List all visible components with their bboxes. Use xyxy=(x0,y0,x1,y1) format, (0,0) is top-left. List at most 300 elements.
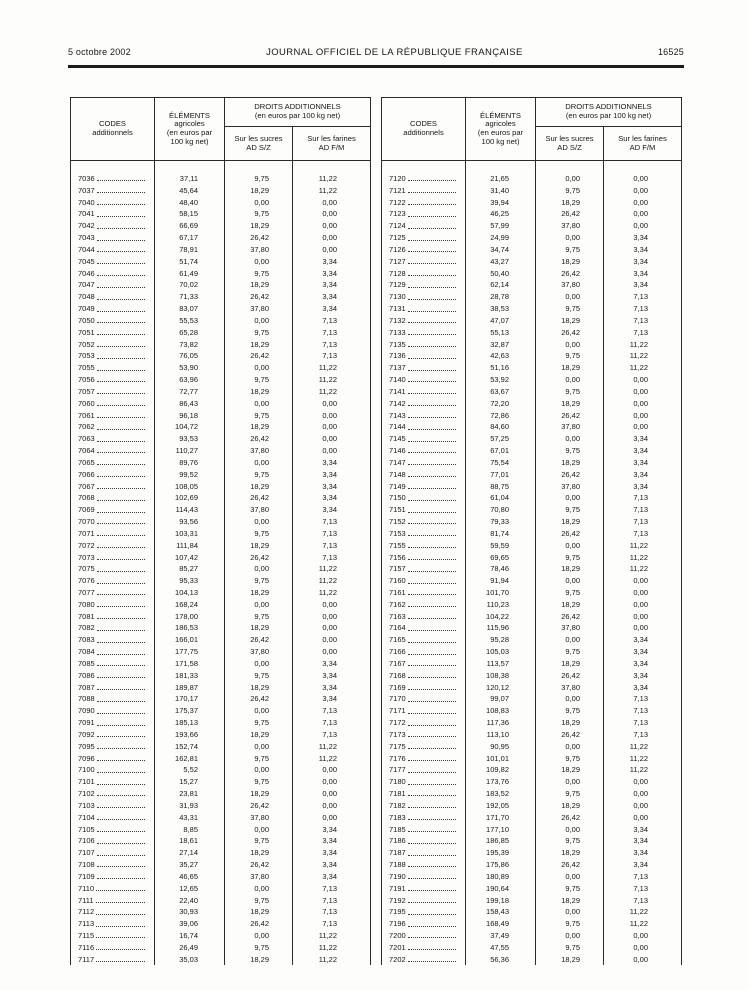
code-cell xyxy=(382,693,466,705)
table-row xyxy=(71,421,370,433)
dotted-leader xyxy=(408,594,456,595)
ad-fm-cell: 0,00 xyxy=(322,800,337,810)
ad-fm-cell: 0,00 xyxy=(322,244,337,254)
code-cell xyxy=(382,457,466,469)
table-row xyxy=(382,492,681,504)
ad-fm-cell: 0,00 xyxy=(633,931,648,940)
code-cell xyxy=(382,445,466,457)
sucres-header-line1: Sur les sucres xyxy=(234,133,283,143)
ad-fm-cell: 3,34 xyxy=(633,434,648,444)
code-value: 7196 xyxy=(389,919,406,929)
code-cell xyxy=(382,670,466,682)
element-agricole-cell: 70,02 xyxy=(155,279,225,291)
table-row xyxy=(382,764,681,776)
dotted-leader xyxy=(408,784,456,785)
ad-sz-cell: 0,00 xyxy=(225,563,293,575)
dotted-leader xyxy=(408,878,456,879)
code-cell xyxy=(382,776,466,788)
droits-column-group-header xyxy=(536,98,681,160)
code-value: 7176 xyxy=(389,753,406,763)
ad-fm-cell: 0,00 xyxy=(322,647,337,657)
element-agricole-cell: 78,46 xyxy=(466,563,536,575)
code-value: 7081 xyxy=(78,611,95,621)
elements-column-header xyxy=(466,98,536,160)
dotted-leader xyxy=(97,512,145,513)
table-row xyxy=(71,918,370,930)
ad-fm-cell: 7,13 xyxy=(633,292,648,302)
elements-header-line2: agricoles xyxy=(174,119,205,129)
table-body xyxy=(382,161,681,965)
code-cell xyxy=(71,859,155,871)
ad-sz-cell: 0,00 xyxy=(536,173,604,185)
code-value: 7187 xyxy=(389,848,406,858)
code-cell xyxy=(382,232,466,244)
table-row xyxy=(71,268,370,280)
table-row xyxy=(382,693,681,705)
ad-fm-cell: 0,00 xyxy=(633,174,648,183)
dotted-leader xyxy=(408,358,456,359)
table-row xyxy=(71,339,370,351)
table-row xyxy=(71,220,370,232)
ad-sz-cell: 26,42 xyxy=(225,634,293,646)
code-value: 7124 xyxy=(389,221,406,231)
ad-fm-cell: 0,00 xyxy=(633,599,648,609)
element-agricole-cell: 23,81 xyxy=(155,788,225,800)
farines-header-line2: AD F/M xyxy=(318,142,345,152)
ad-sz-cell: 18,29 xyxy=(225,906,293,918)
table-row xyxy=(71,847,370,859)
table-row xyxy=(71,611,370,623)
code-value: 7110 xyxy=(78,883,95,893)
dotted-leader xyxy=(408,417,456,418)
element-agricole-cell: 88,75 xyxy=(466,481,536,493)
code-cell xyxy=(382,930,466,942)
code-value: 7136 xyxy=(389,351,406,361)
code-value: 7104 xyxy=(78,812,95,822)
ad-fm-cell: 11,22 xyxy=(629,753,648,763)
element-agricole-cell: 158,43 xyxy=(466,906,536,918)
table-row xyxy=(71,883,370,895)
dotted-leader xyxy=(97,322,145,323)
ad-sz-cell: 9,75 xyxy=(225,374,293,386)
ad-fm-cell: 3,34 xyxy=(322,694,337,704)
ad-fm-cell: 11,22 xyxy=(629,351,648,361)
table-row xyxy=(71,362,370,374)
code-cell xyxy=(382,552,466,564)
code-cell xyxy=(382,362,466,374)
dotted-leader xyxy=(408,240,456,241)
table-row xyxy=(382,362,681,374)
code-cell xyxy=(71,374,155,386)
element-agricole-cell: 120,12 xyxy=(466,682,536,694)
table-row xyxy=(382,622,681,634)
dotted-leader xyxy=(408,346,456,347)
element-agricole-cell: 89,76 xyxy=(155,457,225,469)
element-agricole-cell: 104,22 xyxy=(466,611,536,623)
table-row xyxy=(382,918,681,930)
dotted-leader xyxy=(408,488,456,489)
dotted-leader xyxy=(408,819,456,820)
dotted-leader xyxy=(97,843,145,844)
code-cell xyxy=(71,173,155,185)
ad-sz-cell: 37,80 xyxy=(536,421,604,433)
code-cell xyxy=(382,339,466,351)
ad-fm-cell: 7,13 xyxy=(322,907,337,917)
code-value: 7068 xyxy=(78,493,95,503)
code-cell xyxy=(71,481,155,493)
code-cell xyxy=(71,244,155,256)
code-value: 7192 xyxy=(389,895,406,905)
dotted-leader xyxy=(97,878,145,879)
ad-sz-cell: 37,80 xyxy=(225,504,293,516)
ad-sz-cell: 9,75 xyxy=(536,883,604,895)
dotted-leader xyxy=(97,452,145,453)
ad-sz-cell: 26,42 xyxy=(536,528,604,540)
code-cell xyxy=(71,942,155,954)
dotted-leader xyxy=(408,725,456,726)
code-cell xyxy=(71,398,155,410)
code-cell xyxy=(71,764,155,776)
ad-fm-cell: 3,34 xyxy=(322,268,337,278)
table-row xyxy=(71,315,370,327)
element-agricole-cell: 95,33 xyxy=(155,575,225,587)
ad-fm-cell: 7,13 xyxy=(322,339,337,349)
element-agricole-cell: 189,87 xyxy=(155,682,225,694)
ad-fm-cell: 0,00 xyxy=(322,812,337,822)
element-agricole-cell: 105,03 xyxy=(466,646,536,658)
dotted-leader xyxy=(97,346,145,347)
dotted-leader xyxy=(408,216,456,217)
code-value: 7125 xyxy=(389,233,406,243)
element-agricole-cell: 55,53 xyxy=(155,315,225,327)
ad-fm-cell: 0,00 xyxy=(633,398,648,408)
table-row xyxy=(382,268,681,280)
dotted-leader xyxy=(96,926,145,927)
table-row xyxy=(382,954,681,966)
ad-sz-cell: 18,29 xyxy=(536,315,604,327)
dotted-leader xyxy=(408,914,456,915)
code-value: 7060 xyxy=(78,398,95,408)
code-cell xyxy=(71,457,155,469)
ad-fm-cell: 3,34 xyxy=(322,871,337,881)
code-value: 7188 xyxy=(389,860,406,870)
code-cell xyxy=(382,469,466,481)
code-value: 7130 xyxy=(389,292,406,302)
code-cell xyxy=(382,244,466,256)
code-cell xyxy=(382,847,466,859)
code-value: 7086 xyxy=(78,670,95,680)
ad-fm-cell: 3,34 xyxy=(322,860,337,870)
table-row xyxy=(71,622,370,634)
element-agricole-cell: 193,66 xyxy=(155,729,225,741)
header-rule xyxy=(68,65,684,68)
element-agricole-cell: 190,64 xyxy=(466,883,536,895)
elements-header-line3: (en euros par xyxy=(477,128,524,137)
ad-sz-cell: 26,42 xyxy=(536,469,604,481)
elements-header-line1: ÉLÉMENTS xyxy=(169,110,210,120)
element-agricole-cell: 28,78 xyxy=(466,291,536,303)
element-agricole-cell: 63,67 xyxy=(466,386,536,398)
element-agricole-cell: 38,53 xyxy=(466,303,536,315)
ad-fm-cell: 7,13 xyxy=(633,517,648,527)
dotted-leader xyxy=(96,949,145,950)
code-value: 7183 xyxy=(389,812,406,822)
table-row xyxy=(382,776,681,788)
code-cell xyxy=(71,883,155,895)
ad-sz-cell: 18,29 xyxy=(225,220,293,232)
code-value: 7047 xyxy=(78,280,95,290)
table-row xyxy=(382,634,681,646)
element-agricole-cell: 37,11 xyxy=(155,173,225,185)
code-value: 7191 xyxy=(389,883,406,893)
dotted-leader xyxy=(97,772,145,773)
dotted-leader xyxy=(97,725,145,726)
code-cell xyxy=(71,670,155,682)
code-cell xyxy=(71,303,155,315)
dotted-leader xyxy=(97,571,145,572)
dotted-leader xyxy=(97,748,145,749)
ad-sz-cell: 18,29 xyxy=(536,764,604,776)
ad-fm-cell: 3,34 xyxy=(633,446,648,456)
ad-sz-cell: 0,00 xyxy=(536,930,604,942)
ad-sz-cell: 9,75 xyxy=(225,575,293,587)
code-cell xyxy=(71,445,155,457)
ad-fm-cell: 11,22 xyxy=(318,185,337,195)
dotted-leader xyxy=(408,926,456,927)
table-header xyxy=(71,98,370,161)
ad-sz-cell: 18,29 xyxy=(225,386,293,398)
element-agricole-cell: 108,38 xyxy=(466,670,536,682)
dotted-leader xyxy=(408,701,456,702)
dotted-leader xyxy=(408,251,456,252)
ad-fm-cell: 0,00 xyxy=(322,422,337,432)
elements-header-line2: agricoles xyxy=(485,119,516,129)
dotted-leader xyxy=(97,417,145,418)
codes-column-header xyxy=(71,98,155,160)
element-agricole-cell: 15,27 xyxy=(155,776,225,788)
ad-sz-cell: 9,75 xyxy=(536,445,604,457)
table-row xyxy=(71,741,370,753)
code-cell xyxy=(71,421,155,433)
dotted-leader xyxy=(97,654,145,655)
dotted-leader xyxy=(408,890,456,891)
element-agricole-cell: 195,39 xyxy=(466,847,536,859)
code-value: 7156 xyxy=(389,552,406,562)
ad-sz-cell: 18,29 xyxy=(225,481,293,493)
ad-fm-cell: 3,34 xyxy=(322,505,337,515)
additional-codes-table-left xyxy=(70,97,371,965)
ad-sz-cell: 0,00 xyxy=(225,705,293,717)
code-value: 7055 xyxy=(78,363,95,373)
table-row xyxy=(71,291,370,303)
element-agricole-cell: 24,99 xyxy=(466,232,536,244)
code-cell xyxy=(71,315,155,327)
code-cell xyxy=(71,753,155,765)
dotted-leader xyxy=(97,405,145,406)
ad-sz-cell: 37,80 xyxy=(225,646,293,658)
ad-sz-cell: 18,29 xyxy=(536,398,604,410)
dotted-leader xyxy=(96,961,145,962)
table-row xyxy=(71,208,370,220)
element-agricole-cell: 168,24 xyxy=(155,599,225,611)
code-cell xyxy=(382,812,466,824)
code-value: 7143 xyxy=(389,410,406,420)
element-agricole-cell: 186,53 xyxy=(155,622,225,634)
dotted-leader xyxy=(408,204,456,205)
ad-fm-cell: 7,13 xyxy=(633,493,648,503)
dotted-leader xyxy=(408,464,456,465)
code-cell xyxy=(71,705,155,717)
code-value: 7131 xyxy=(389,304,406,314)
code-cell xyxy=(382,954,466,966)
code-value: 7200 xyxy=(389,931,406,940)
elements-header-line4: 100 kg net) xyxy=(170,136,209,146)
code-cell xyxy=(382,942,466,954)
element-agricole-cell: 32,87 xyxy=(466,339,536,351)
ad-sz-cell: 0,00 xyxy=(225,362,293,374)
element-agricole-cell: 111,84 xyxy=(155,540,225,552)
element-agricole-cell: 110,23 xyxy=(466,599,536,611)
code-cell xyxy=(71,492,155,504)
ad-sz-cell: 18,29 xyxy=(536,954,604,966)
ad-fm-cell: 0,00 xyxy=(322,789,337,799)
ad-fm-cell: 3,34 xyxy=(322,256,337,266)
element-agricole-cell: 101,01 xyxy=(466,753,536,765)
code-cell xyxy=(71,812,155,824)
code-cell xyxy=(71,540,155,552)
dotted-leader xyxy=(408,512,456,513)
code-value: 7190 xyxy=(389,871,406,881)
ad-sz-cell: 37,80 xyxy=(225,812,293,824)
table-row xyxy=(382,646,681,658)
code-value: 7165 xyxy=(389,635,406,645)
ad-sz-cell: 9,75 xyxy=(536,386,604,398)
ad-sz-cell: 9,75 xyxy=(225,895,293,907)
ad-sz-cell: 37,80 xyxy=(536,481,604,493)
element-agricole-cell: 93,53 xyxy=(155,433,225,445)
dotted-leader xyxy=(408,772,456,773)
dotted-leader xyxy=(97,251,145,252)
dotted-leader xyxy=(408,748,456,749)
element-agricole-cell: 77,01 xyxy=(466,469,536,481)
code-value: 7153 xyxy=(389,528,406,538)
ad-fm-cell: 3,34 xyxy=(633,481,648,491)
code-cell xyxy=(382,717,466,729)
ad-fm-cell: 3,34 xyxy=(322,848,337,858)
dotted-leader xyxy=(408,180,456,181)
element-agricole-cell: 162,81 xyxy=(155,753,225,765)
code-value: 7144 xyxy=(389,422,406,432)
ad-fm-cell: 7,13 xyxy=(633,895,648,905)
table-row xyxy=(382,339,681,351)
table-row xyxy=(382,457,681,469)
elements-header-line3: (en euros par xyxy=(166,128,213,137)
element-agricole-cell: 70,80 xyxy=(466,504,536,516)
element-agricole-cell: 85,27 xyxy=(155,563,225,575)
ad-fm-cell: 0,00 xyxy=(633,197,648,207)
code-value: 7076 xyxy=(78,576,95,586)
table-row xyxy=(382,670,681,682)
code-value: 7040 xyxy=(78,197,95,207)
ad-fm-cell: 0,00 xyxy=(322,209,337,219)
ad-fm-cell: 11,22 xyxy=(629,765,648,775)
ad-fm-cell: 0,00 xyxy=(322,765,337,775)
ad-fm-cell: 0,00 xyxy=(633,611,648,621)
table-row xyxy=(382,398,681,410)
code-cell xyxy=(71,469,155,481)
ad-sz-cell: 9,75 xyxy=(536,552,604,564)
table-row xyxy=(382,433,681,445)
dotted-leader xyxy=(408,441,456,442)
dotted-leader xyxy=(97,429,145,430)
code-value: 7137 xyxy=(389,363,406,373)
dotted-leader xyxy=(97,701,145,702)
dotted-leader xyxy=(97,287,145,288)
ad-sz-cell: 18,29 xyxy=(225,279,293,291)
ad-sz-cell: 18,29 xyxy=(225,954,293,966)
ad-fm-cell: 7,13 xyxy=(322,718,337,728)
code-value: 7145 xyxy=(389,434,406,444)
ad-sz-cell: 0,00 xyxy=(536,540,604,552)
table-row xyxy=(382,587,681,599)
code-value: 7053 xyxy=(78,351,95,361)
ad-sz-cell: 0,00 xyxy=(536,339,604,351)
ad-fm-cell: 7,13 xyxy=(633,694,648,704)
table-row xyxy=(382,374,681,386)
table-row xyxy=(382,244,681,256)
table-row xyxy=(382,563,681,575)
ad-sz-cell: 26,42 xyxy=(225,492,293,504)
code-cell xyxy=(382,859,466,871)
ad-sz-cell: 9,75 xyxy=(536,587,604,599)
ad-sz-cell: 26,42 xyxy=(536,208,604,220)
ad-sz-cell: 37,80 xyxy=(536,279,604,291)
ad-sz-cell: 9,75 xyxy=(225,942,293,954)
table-row xyxy=(71,445,370,457)
ad-sz-cell: 18,29 xyxy=(225,729,293,741)
table-row xyxy=(382,942,681,954)
ad-sz-cell: 9,75 xyxy=(225,753,293,765)
dotted-leader xyxy=(97,583,145,584)
code-value: 7063 xyxy=(78,434,95,444)
code-value: 7065 xyxy=(78,457,95,467)
code-value: 7116 xyxy=(78,942,95,952)
ad-fm-cell: 11,22 xyxy=(629,363,648,373)
code-value: 7132 xyxy=(389,315,406,325)
element-agricole-cell: 86,43 xyxy=(155,398,225,410)
ad-fm-cell: 7,13 xyxy=(633,883,648,893)
table-row xyxy=(382,173,681,185)
ad-sz-cell: 37,80 xyxy=(225,244,293,256)
code-cell xyxy=(382,315,466,327)
dotted-leader xyxy=(408,571,456,572)
element-agricole-cell: 76,05 xyxy=(155,350,225,362)
code-value: 7162 xyxy=(389,599,406,609)
table-row xyxy=(382,930,681,942)
dotted-leader xyxy=(408,807,456,808)
code-value: 7067 xyxy=(78,481,95,491)
table-row xyxy=(71,800,370,812)
code-cell xyxy=(71,622,155,634)
code-cell xyxy=(382,587,466,599)
droits-group-title xyxy=(536,98,681,127)
code-cell xyxy=(382,220,466,232)
dotted-leader xyxy=(97,866,145,867)
element-agricole-cell: 42,63 xyxy=(466,350,536,362)
ad-sz-cell: 18,29 xyxy=(225,540,293,552)
table-row xyxy=(71,670,370,682)
ad-fm-cell: 0,00 xyxy=(322,635,337,645)
